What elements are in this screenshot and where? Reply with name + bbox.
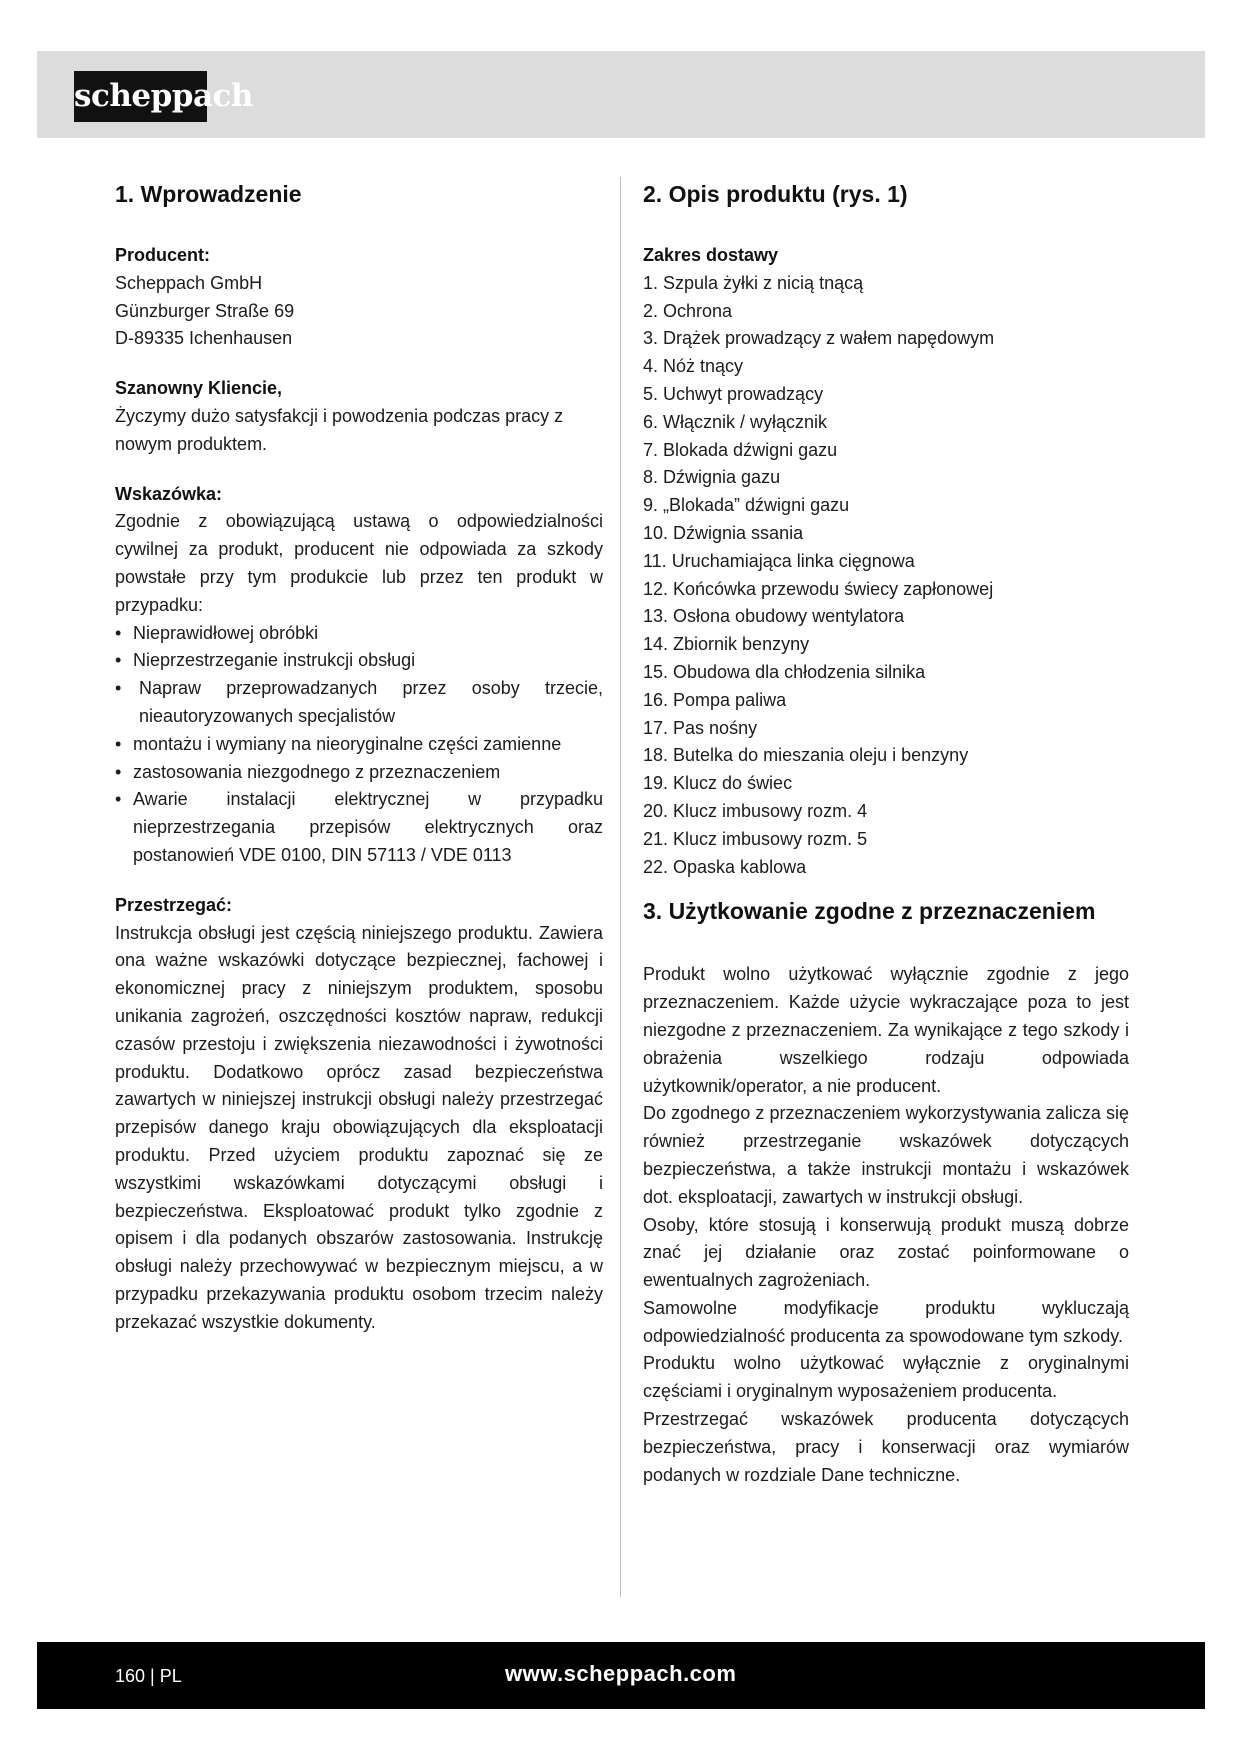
list-item: 19. Klucz do świec <box>643 773 793 794</box>
manufacturer-line: Günzburger Straße 69 <box>115 300 295 321</box>
liability-exclusion-list <box>115 620 603 870</box>
list-item: 21. Klucz imbusowy rozm. 5 <box>643 828 868 849</box>
section-3-paragraph: Osoby, które stosują i konserwują produkt muszą dobrze znać jej działanie oraz zostać poinformowane o ewentualnych zagrożeniach. <box>643 1214 1129 1291</box>
delivery-heading: Zakres dostawy <box>643 245 779 265</box>
list-item: 6. Włącznik / wyłącznik <box>643 411 828 432</box>
footer-bar <box>37 1642 1205 1709</box>
list-item: 1. Szpula żyłki z nicią tnącą <box>643 272 864 293</box>
website-link[interactable]: www.scheppach.com <box>505 1661 737 1686</box>
section-1-title: 1. Wprowadzenie <box>115 181 302 207</box>
list-item: 14. Zbiornik benzyny <box>643 634 810 655</box>
list-item: 2. Ochrona <box>643 300 733 321</box>
list-item: 22. Opaska kablowa <box>643 856 807 877</box>
list-item: 20. Klucz imbusowy rozm. 4 <box>643 800 868 821</box>
manufacturer-heading: Producent: <box>115 245 211 265</box>
right-column <box>643 180 1129 1489</box>
list-item: 11. Uruchamiająca linka cięgnowa <box>643 550 915 571</box>
delivery-list <box>643 270 1129 882</box>
greeting-heading: Szanowny Kliencie, <box>115 378 283 399</box>
list-item: • Nieprzestrzeganie instrukcji obsługi <box>115 647 603 675</box>
section-3-paragraph: Przestrzegać wskazówek producenta dotyczących bezpieczeństwa, pracy i konserwacji oraz wymiarów podanych w rozdziale Dane techniczne. <box>643 1409 1129 1485</box>
list-item: 7. Blokada dźwigni gazu <box>643 439 838 460</box>
scheppach-logo: scheppach <box>74 71 207 122</box>
greeting-text: Życzymy dużo satysfakcji i powodzenia podczas pracy z nowym produktem. <box>115 405 564 454</box>
list-item: 8. Dźwignia gazu <box>643 467 781 488</box>
section-2-title: 2. Opis produktu (rys. 1) <box>643 181 908 207</box>
section-3-paragraph: Samowolne modyfikacje produktu wykluczają odpowiedzialność producenta za spowodowane tym szkody. <box>643 1297 1129 1346</box>
list-item: 9. „Blokada” dźwigni gazu <box>643 495 850 516</box>
column-divider <box>620 177 621 1597</box>
list-item: • Napraw przeprowadzanych przez osoby trzecie, nieautoryzowanych specjalistów <box>115 675 603 731</box>
section-3-paragraph: Produkt wolno użytkować wyłącznie zgodnie z jego przeznaczeniem. Każde użycie wykraczające poza to jest niezgodne z przeznaczeniem. Za wynikające z tego szkody i obrażenia wszelkiego rodzaju odpowiada użytkownik/operator, a nie producent. <box>643 964 1129 1096</box>
note-intro: Zgodnie z obowiązującą ustawą o odpowiedzialności cywilnej za produkt, producent nie odpowiada za szkody powstałe przy tym produkcie lub przez ten produkt w przypadku: <box>115 511 603 615</box>
list-item: 18. Butelka do mieszania oleju i benzyny <box>643 745 969 766</box>
manufacturer-line: D-89335 Ichenhausen <box>115 328 293 349</box>
list-item: 15. Obudowa dla chłodzenia silnika <box>643 661 926 682</box>
list-item: 17. Pas nośny <box>643 717 758 738</box>
note-heading: Wskazówka: <box>115 483 223 504</box>
list-item: 3. Drążek prowadzący z wałem napędowym <box>643 328 995 349</box>
list-item: 12. Końcówka przewodu świecy zapłonowej <box>643 578 994 599</box>
page-number: 160 | PL <box>115 1666 182 1686</box>
list-item: 5. Uchwyt prowadzący <box>643 383 824 404</box>
list-item: 13. Osłona obudowy wentylatora <box>643 606 905 627</box>
observe-heading: Przestrzegać: <box>115 894 233 915</box>
list-item: • Nieprawidłowej obróbki <box>115 620 603 648</box>
left-column <box>115 180 603 1336</box>
section-3-title: 3. Użytkowanie zgodne z przeznaczeniem <box>643 898 1096 925</box>
observe-text: Instrukcja obsługi jest częścią niniejszego produktu. Zawiera ona ważne wskazówki dotyczące bezpiecznej, fachowej i ekonomicznej pracy z niniejszym produktem, sposobu unikania zagrożeń, oszczędności kosztów napraw, redukcji czasów przestoju i zwiększenia niezawodności i żywotności produktu. Dodatkowo oprócz zasad bezpieczeństwa zawartych w niniejszej instrukcji obsługi należy przestrzegać przepisów danego kraju obowiązujących dla eksploatacji produktu. Przed użyciem produktu zapoznać się ze wszystkimi wskazówkami dotyczącymi obsługi i bezpieczeństwa. Eksploatować produkt tylko zgodnie z opisem i dla podanych obszarów zastosowania. Instrukcję obsługi należy przechowywać w bezpiecznym miejscu, a w przypadku przekazywania produktu osobom trzecim należy przekazać wszystkie dokumenty. <box>115 922 603 1332</box>
list-item: • Awarie instalacji elektrycznej w przypadku nieprzestrzegania przepisów elektrycznych oraz postanowień VDE 0100, DIN 57113 / VDE 0113 <box>115 786 603 869</box>
header-band <box>37 51 1205 138</box>
list-item: • zastosowania niezgodnego z przeznaczeniem <box>115 759 603 787</box>
manufacturer-line: Scheppach GmbH <box>115 272 263 293</box>
list-item: 10. Dźwignia ssania <box>643 522 804 543</box>
list-item: 16. Pompa paliwa <box>643 689 787 710</box>
section-3-paragraph: Do zgodnego z przeznaczeniem wykorzystywania zalicza się również przestrzeganie wskazówek dotyczących bezpieczeństwa, a także instrukcji montażu i wskazówek dot. eksploatacji, zawartych w instrukcji obsługi. <box>643 1103 1129 1207</box>
section-3-paragraph: Produktu wolno użytkować wyłącznie z oryginalnymi częściami i oryginalnym wyposażeniem producenta. <box>643 1353 1129 1402</box>
list-item: 4. Nóż tnący <box>643 356 744 377</box>
list-item: • montażu i wymiany na nieoryginalne części zamienne <box>115 731 603 759</box>
